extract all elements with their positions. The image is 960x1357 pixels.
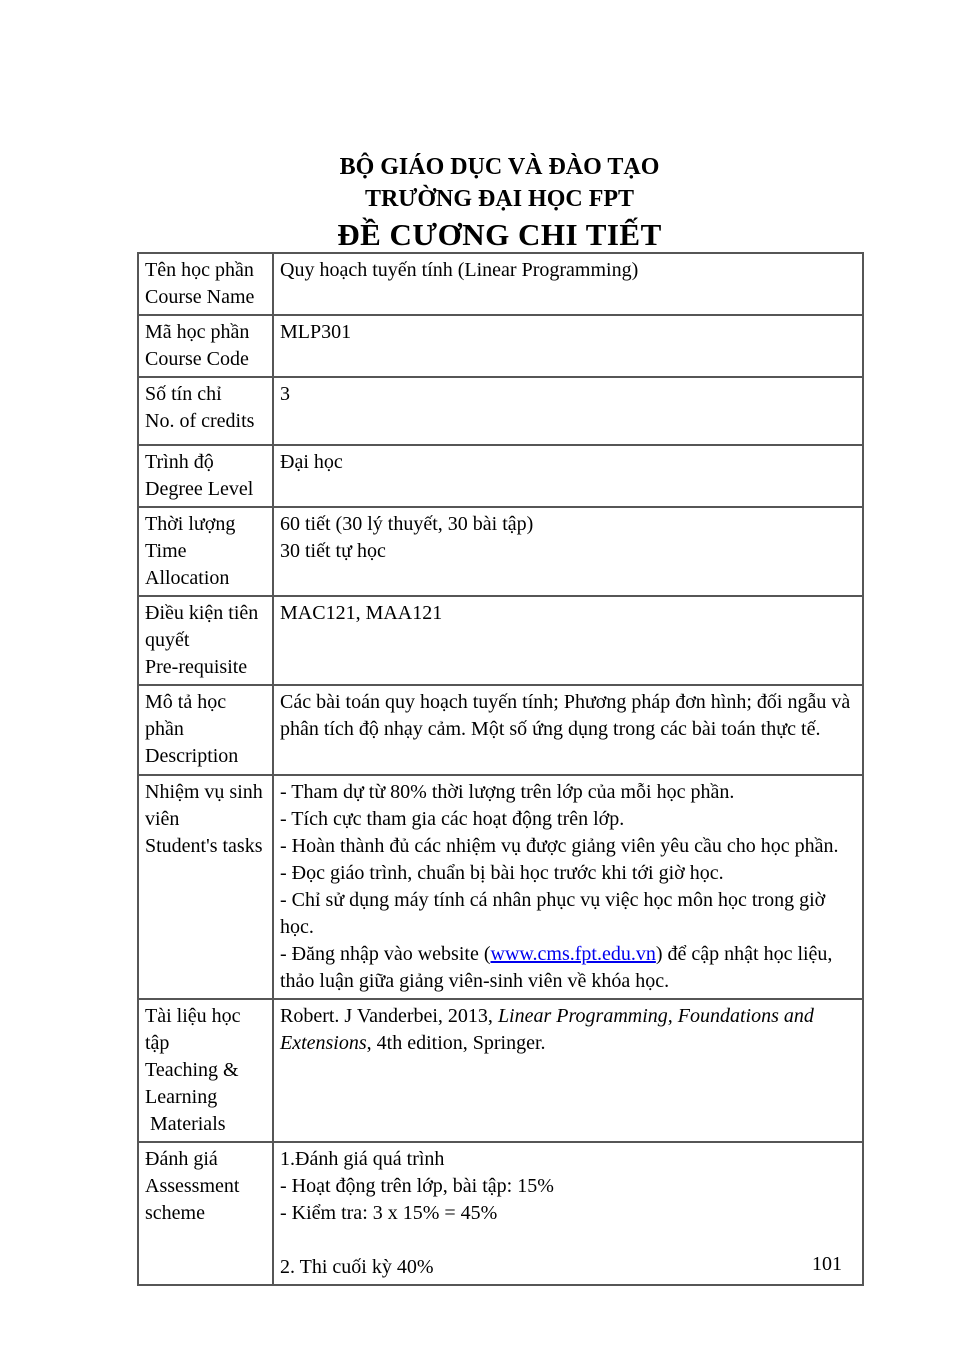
row-value-cell [273, 775, 863, 999]
row-value-cell [273, 253, 863, 315]
course-info-table [137, 252, 864, 1286]
row-label-line: Description [145, 745, 239, 767]
row-value-paragraph [280, 449, 858, 476]
text-segment: - Kiểm tra: 3 x 15% = 45% [280, 1202, 498, 1224]
row-label-line: Tài liệu học tập [145, 1005, 246, 1054]
row-label-cell [138, 999, 273, 1142]
table-row [138, 596, 863, 685]
row-value-paragraph [280, 860, 858, 887]
table-row [138, 999, 863, 1142]
row-label-line: Pre-requisite [145, 656, 248, 678]
row-label-line: Nhiệm vụ sinh viên [145, 781, 268, 830]
row-label-line: Mô tả học phần [145, 691, 232, 740]
text-segment: 3 [280, 383, 290, 405]
row-value-paragraph [280, 1227, 858, 1254]
page-number: 101 [812, 1253, 842, 1275]
table-row [138, 685, 863, 775]
row-value-paragraph [280, 1146, 858, 1173]
table-row [138, 315, 863, 377]
text-segment: 2. Thi cuối kỳ 40% [280, 1256, 434, 1278]
row-label-line: Learning [145, 1086, 218, 1108]
row-value-cell [273, 377, 863, 445]
text-segment: MAC121, MAA121 [280, 602, 443, 624]
text-segment: - Hoàn thành đủ các nhiệm vụ được giảng viên yêu cầu cho học phần. [280, 835, 839, 857]
row-value-paragraph [280, 941, 858, 995]
row-label-line: Mã học phần [145, 321, 250, 343]
row-label-cell [138, 596, 273, 685]
text-segment: MLP301 [280, 321, 352, 343]
row-label-line: No. of credits [145, 410, 255, 432]
row-label-cell [138, 377, 273, 445]
row-label-cell [138, 253, 273, 315]
row-label-line: Student's tasks [145, 835, 263, 857]
table-row [138, 253, 863, 315]
row-value-paragraph [280, 806, 858, 833]
row-value-cell [273, 685, 863, 775]
row-label-line: Course Name [145, 286, 255, 308]
text-segment: Các bài toán quy hoạch tuyến tính; Phương pháp đơn hình; đối ngẫu và phân tích độ nhạy cảm. Một số ứng dụng trong các bài toán thực tế. [280, 691, 856, 740]
row-label-line: Degree Level [145, 478, 254, 500]
text-segment: - Hoạt động trên lớp, bài tập: 15% [280, 1175, 554, 1197]
row-label-line: Số tín chỉ [145, 383, 222, 405]
row-value-cell [273, 596, 863, 685]
row-value-paragraph [280, 1254, 858, 1281]
row-label-line: Đánh giá [145, 1148, 218, 1170]
book-title-italic: Linear Programming, Foundations and Extensions [280, 1005, 819, 1054]
text-segment: - Tham dự từ 80% thời lượng trên lớp của mỗi học phần. [280, 781, 735, 803]
text-segment: 30 tiết tự học [280, 540, 386, 562]
row-value-cell [273, 445, 863, 507]
text-segment: - Đăng nhập vào website ( [280, 943, 491, 965]
row-value-paragraph [280, 1003, 858, 1057]
text-segment: Quy hoạch tuyến tính (Linear Programming) [280, 259, 639, 281]
row-value-paragraph [280, 538, 858, 565]
row-label-line: Trình độ [145, 451, 214, 473]
row-label-line: Course Code [145, 348, 249, 370]
row-value-paragraph [280, 887, 858, 941]
row-value-paragraph [280, 779, 858, 806]
row-label-line: Điều kiện tiên quyết [145, 602, 264, 651]
text-segment: 1.Đánh giá quá trình [280, 1148, 445, 1170]
row-value-paragraph [280, 381, 858, 408]
row-value-paragraph [280, 1173, 858, 1200]
row-label-line: Thời lượng [145, 513, 236, 535]
row-label-cell [138, 315, 273, 377]
row-label-cell [138, 1142, 273, 1285]
table-row [138, 775, 863, 999]
row-value-cell [273, 315, 863, 377]
row-value-cell [273, 999, 863, 1142]
row-value-paragraph [280, 1200, 858, 1227]
row-label-cell [138, 445, 273, 507]
row-value-paragraph [280, 511, 858, 538]
text-segment: Robert. J Vanderbei, 2013, [280, 1005, 498, 1027]
text-segment: - Tích cực tham gia các hoạt động trên lớp. [280, 808, 625, 830]
text-segment: 60 tiết (30 lý thuyết, 30 bài tập) [280, 513, 534, 535]
table-row [138, 445, 863, 507]
document-header [137, 151, 862, 255]
university-heading: TRƯỜNG ĐẠI HỌC FPT [364, 186, 635, 212]
row-value-cell [273, 1142, 863, 1285]
row-label-cell [138, 685, 273, 775]
row-label-line: Time [145, 540, 187, 562]
cms-website-link[interactable]: www.cms.fpt.edu.vn [490, 943, 656, 965]
row-value-cell [273, 507, 863, 596]
text-segment: - Chỉ sử dụng máy tính cá nhân phục vụ việc học môn học trong giờ học. [280, 889, 831, 938]
row-label-cell [138, 775, 273, 999]
table-row [138, 507, 863, 596]
row-value-paragraph [280, 600, 858, 627]
row-label-line: Assessment scheme [145, 1175, 245, 1224]
course-info-table-body [138, 253, 863, 1285]
row-label-line: Allocation [145, 567, 230, 589]
text-segment: Đại học [280, 451, 343, 473]
row-label-line: Tên học phần [145, 259, 254, 281]
row-label-line: Materials [145, 1113, 226, 1135]
table-row [138, 377, 863, 445]
text-segment: , 4th edition, Springer. [366, 1032, 546, 1054]
ministry-heading: BỘ GIÁO DỤC VÀ ĐÀO TẠO [339, 154, 660, 180]
row-label-line: Teaching & [145, 1059, 239, 1081]
row-value-paragraph [280, 833, 858, 860]
row-label-cell [138, 507, 273, 596]
table-row [138, 1142, 863, 1285]
row-value-paragraph [280, 319, 858, 346]
document-title: ĐỀ CƯƠNG CHI TIẾT [337, 217, 662, 252]
text-segment: - Đọc giáo trình, chuẩn bị bài học trước khi tới giờ học. [280, 862, 724, 884]
text-segment: ) để cập nhật học liệu, thảo luận giữa giảng viên-sinh viên về khóa học. [280, 943, 838, 992]
row-value-paragraph [280, 689, 858, 743]
row-value-paragraph [280, 257, 858, 284]
